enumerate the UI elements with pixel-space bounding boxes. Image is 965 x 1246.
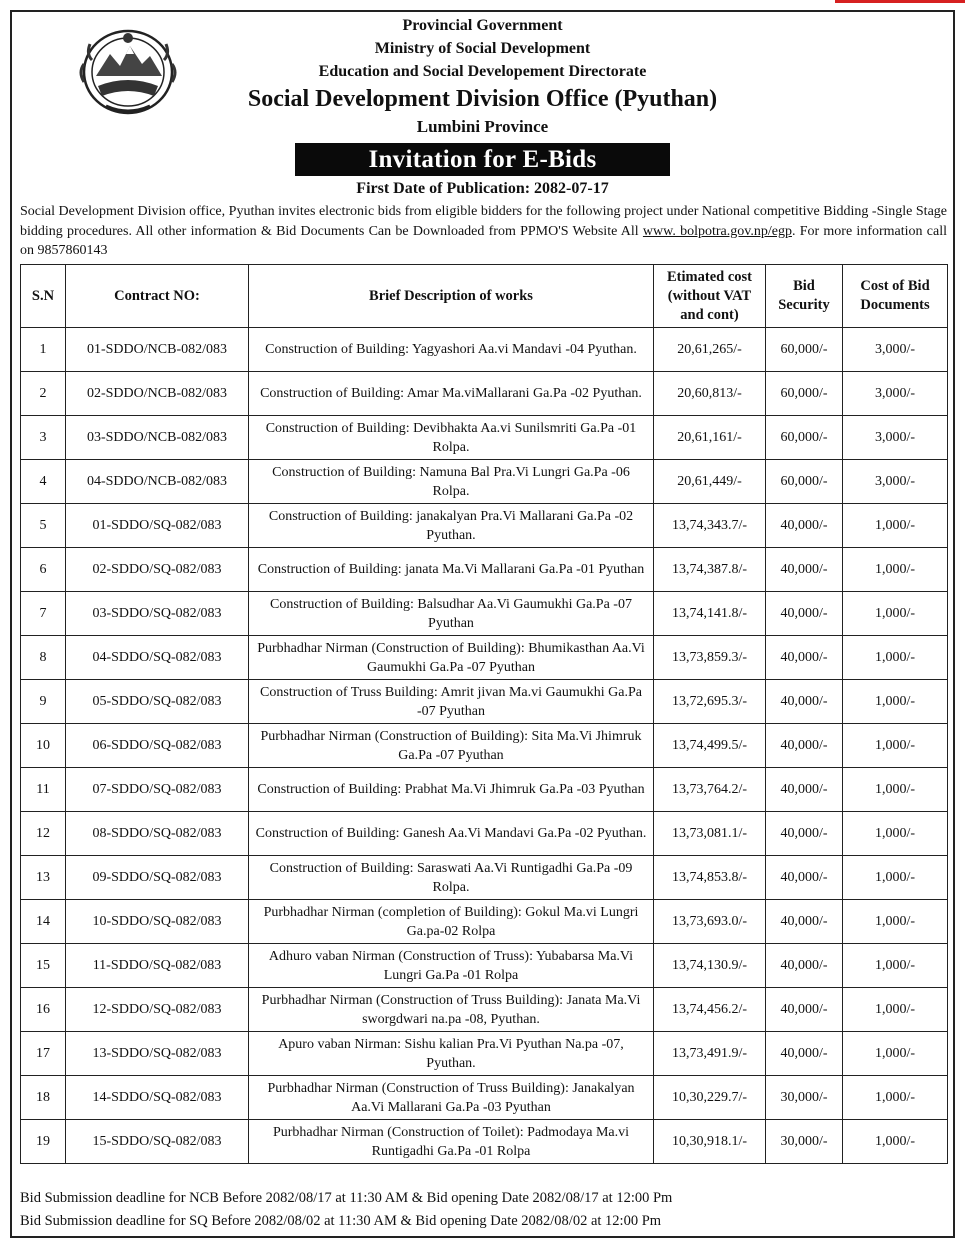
bids-table bbox=[20, 264, 948, 1164]
intro-text: Social Development Division office, Pyuthan invites electronic bids from eligible bidders for the following project under National competitive Bidding -Single Stage bidding procedures. All other information & Bid Documents Can be Downloaded from PPMO'S Website All bbox=[20, 204, 947, 239]
cell-bid-security: 40,000/- bbox=[766, 636, 843, 680]
cell-bid-doc-cost: 1,000/- bbox=[843, 768, 948, 812]
cell-estimated-cost: 13,74,499.5/- bbox=[654, 724, 766, 768]
cell-description: Construction of Building: Ganesh Aa.Vi Mandavi Ga.Pa -02 Pyuthan. bbox=[249, 812, 654, 856]
cell-estimated-cost: 13,73,491.9/- bbox=[654, 1032, 766, 1076]
cell-contract: 11-SDDO/SQ-082/083 bbox=[66, 944, 249, 988]
cell-estimated-cost: 13,74,343.7/- bbox=[654, 504, 766, 548]
cell-description: Construction of Building: Yagyashori Aa.vi Mandavi -04 Pyuthan. bbox=[249, 328, 654, 372]
cell-contract: 14-SDDO/SQ-082/083 bbox=[66, 1076, 249, 1120]
cell-sn: 16 bbox=[21, 988, 66, 1032]
header-estimated-cost: Etimated cost (without VAT and cont) bbox=[654, 265, 766, 328]
cell-estimated-cost: 13,73,081.1/- bbox=[654, 812, 766, 856]
cell-sn: 12 bbox=[21, 812, 66, 856]
cell-sn: 17 bbox=[21, 1032, 66, 1076]
header-bid-security: Bid Security bbox=[766, 265, 843, 328]
cell-bid-security: 60,000/- bbox=[766, 460, 843, 504]
table-row bbox=[21, 460, 948, 504]
cell-sn: 6 bbox=[21, 548, 66, 592]
cell-estimated-cost: 13,73,859.3/- bbox=[654, 636, 766, 680]
cell-description: Construction of Building: janata Ma.Vi Mallarani Ga.Pa -01 Pyuthan bbox=[249, 548, 654, 592]
cell-bid-doc-cost: 1,000/- bbox=[843, 636, 948, 680]
cell-contract: 12-SDDO/SQ-082/083 bbox=[66, 988, 249, 1032]
cell-description: Construction of Truss Building: Amrit jivan Ma.vi Gaumukhi Ga.Pa -07 Pyuthan bbox=[249, 680, 654, 724]
intro-paragraph bbox=[20, 202, 947, 261]
cell-estimated-cost: 20,60,813/- bbox=[654, 372, 766, 416]
cell-sn: 18 bbox=[21, 1076, 66, 1120]
cell-sn: 7 bbox=[21, 592, 66, 636]
header-contract: Contract NO: bbox=[66, 265, 249, 328]
office-name: Social Development Division Office (Pyuthan) bbox=[247, 86, 718, 112]
cell-estimated-cost: 13,74,141.8/- bbox=[654, 592, 766, 636]
table-row bbox=[21, 900, 948, 944]
cell-sn: 3 bbox=[21, 416, 66, 460]
table-row bbox=[21, 636, 948, 680]
cell-description: Construction of Building: Saraswati Aa.Vi Runtigadhi Ga.Pa -09 Rolpa. bbox=[249, 856, 654, 900]
notice-title: Invitation for E-Bids bbox=[295, 143, 670, 176]
cell-bid-doc-cost: 1,000/- bbox=[843, 812, 948, 856]
cell-bid-security: 40,000/- bbox=[766, 856, 843, 900]
cell-contract: 13-SDDO/SQ-082/083 bbox=[66, 1032, 249, 1076]
cell-bid-doc-cost: 1,000/- bbox=[843, 900, 948, 944]
publication-date: First Date of Publication: 2082-07-17 bbox=[356, 180, 609, 197]
cell-estimated-cost: 13,72,695.3/- bbox=[654, 680, 766, 724]
letterhead bbox=[0, 14, 965, 138]
cell-bid-security: 60,000/- bbox=[766, 328, 843, 372]
cell-bid-doc-cost: 1,000/- bbox=[843, 1032, 948, 1076]
cell-sn: 15 bbox=[21, 944, 66, 988]
provincial-government: Provincial Government bbox=[402, 17, 563, 34]
cell-contract: 03-SDDO/NCB-082/083 bbox=[66, 416, 249, 460]
cell-description: Purbhadhar Nirman (Construction of Truss Building): Janakalyan Aa.Vi Mallarani Ga.Pa -03 Pyuthan bbox=[249, 1076, 654, 1120]
table-row bbox=[21, 416, 948, 460]
province-name: Lumbini Province bbox=[416, 117, 549, 136]
cell-estimated-cost: 20,61,449/- bbox=[654, 460, 766, 504]
cell-estimated-cost: 20,61,265/- bbox=[654, 328, 766, 372]
corner-accent bbox=[835, 0, 965, 3]
cell-bid-security: 30,000/- bbox=[766, 1120, 843, 1164]
cell-contract: 04-SDDO/NCB-082/083 bbox=[66, 460, 249, 504]
cell-description: Purbhadhar Nirman (completion of Building): Gokul Ma.vi Lungri Ga.pa-02 Rolpa bbox=[249, 900, 654, 944]
deadlines bbox=[20, 1187, 947, 1233]
cell-estimated-cost: 13,73,764.2/- bbox=[654, 768, 766, 812]
table-row bbox=[21, 328, 948, 372]
ncb-deadline: Bid Submission deadline for NCB Before 2082/08/17 at 11:30 AM & Bid opening Date 2082/08/17 at 12:00 Pm bbox=[20, 1190, 673, 1206]
cell-estimated-cost: 10,30,918.1/- bbox=[654, 1120, 766, 1164]
ppmo-website-link[interactable]: www. bolpotra.gov.np/egp bbox=[642, 223, 792, 239]
cell-bid-doc-cost: 1,000/- bbox=[843, 1076, 948, 1120]
cell-bid-security: 40,000/- bbox=[766, 548, 843, 592]
cell-bid-doc-cost: 1,000/- bbox=[843, 944, 948, 988]
cell-bid-security: 40,000/- bbox=[766, 724, 843, 768]
cell-sn: 10 bbox=[21, 724, 66, 768]
cell-bid-doc-cost: 3,000/- bbox=[843, 460, 948, 504]
cell-bid-security: 40,000/- bbox=[766, 900, 843, 944]
sq-deadline: Bid Submission deadline for SQ Before 2082/08/02 at 11:30 AM & Bid opening Date 2082/08/02 at 12:00 Pm bbox=[20, 1213, 662, 1229]
table-row bbox=[21, 1076, 948, 1120]
cell-contract: 05-SDDO/SQ-082/083 bbox=[66, 680, 249, 724]
cell-contract: 02-SDDO/SQ-082/083 bbox=[66, 548, 249, 592]
cell-bid-doc-cost: 1,000/- bbox=[843, 504, 948, 548]
cell-bid-doc-cost: 1,000/- bbox=[843, 592, 948, 636]
cell-sn: 8 bbox=[21, 636, 66, 680]
cell-bid-security: 60,000/- bbox=[766, 416, 843, 460]
cell-bid-doc-cost: 3,000/- bbox=[843, 328, 948, 372]
cell-bid-security: 40,000/- bbox=[766, 944, 843, 988]
cell-description: Construction of Building: Devibhakta Aa.vi Sunilsmriti Ga.Pa -01 Rolpa. bbox=[249, 416, 654, 460]
cell-description: Construction of Building: Balsudhar Aa.Vi Gaumukhi Ga.Pa -07 Pyuthan bbox=[249, 592, 654, 636]
table-row bbox=[21, 1120, 948, 1164]
cell-contract: 09-SDDO/SQ-082/083 bbox=[66, 856, 249, 900]
cell-description: Purbhadhar Nirman (Construction of Building): Sita Ma.Vi Jhimruk Ga.Pa -07 Pyuthan bbox=[249, 724, 654, 768]
cell-bid-security: 40,000/- bbox=[766, 680, 843, 724]
cell-estimated-cost: 13,74,456.2/- bbox=[654, 988, 766, 1032]
intro-contact: . For more information call on 9857860143 bbox=[20, 223, 947, 258]
cell-estimated-cost: 13,74,387.8/- bbox=[654, 548, 766, 592]
cell-bid-doc-cost: 1,000/- bbox=[843, 548, 948, 592]
cell-sn: 14 bbox=[21, 900, 66, 944]
cell-sn: 9 bbox=[21, 680, 66, 724]
directorate-name: Education and Social Developement Directorate bbox=[318, 63, 647, 80]
cell-description: Construction of Building: Prabhat Ma.Vi Jhimruk Ga.Pa -03 Pyuthan bbox=[249, 768, 654, 812]
cell-bid-doc-cost: 1,000/- bbox=[843, 856, 948, 900]
cell-contract: 04-SDDO/SQ-082/083 bbox=[66, 636, 249, 680]
cell-contract: 07-SDDO/SQ-082/083 bbox=[66, 768, 249, 812]
cell-description: Purbhadhar Nirman (Construction of Building): Bhumikasthan Aa.Vi Gaumukhi Ga.Pa -07 Pyuthan bbox=[249, 636, 654, 680]
cell-contract: 08-SDDO/SQ-082/083 bbox=[66, 812, 249, 856]
table-row bbox=[21, 548, 948, 592]
cell-bid-security: 40,000/- bbox=[766, 768, 843, 812]
cell-estimated-cost: 13,73,693.0/- bbox=[654, 900, 766, 944]
cell-description: Apuro vaban Nirman: Sishu kalian Pra.Vi Pyuthan Na.pa -07, Pyuthan. bbox=[249, 1032, 654, 1076]
cell-bid-security: 40,000/- bbox=[766, 592, 843, 636]
table-row bbox=[21, 504, 948, 548]
cell-description: Purbhadhar Nirman (Construction of Toilet): Padmodaya Ma.vi Runtigadhi Ga.Pa -01 Rolpa bbox=[249, 1120, 654, 1164]
cell-sn: 2 bbox=[21, 372, 66, 416]
cell-description: Construction of Building: Namuna Bal Pra.Vi Lungri Ga.Pa -06 Rolpa. bbox=[249, 460, 654, 504]
cell-bid-security: 60,000/- bbox=[766, 372, 843, 416]
cell-bid-security: 30,000/- bbox=[766, 1076, 843, 1120]
cell-description: Purbhadhar Nirman (Construction of Truss Building): Janata Ma.Vi sworgdwari na.pa -08, Pyuthan. bbox=[249, 988, 654, 1032]
header-sn: S.N bbox=[21, 265, 66, 328]
table-row bbox=[21, 856, 948, 900]
cell-description: Construction of Building: janakalyan Pra.Vi Mallarani Ga.Pa -02 Pyuthan. bbox=[249, 504, 654, 548]
cell-description: Construction of Building: Amar Ma.viMallarani Ga.Pa -02 Pyuthan. bbox=[249, 372, 654, 416]
cell-bid-security: 40,000/- bbox=[766, 812, 843, 856]
table-row bbox=[21, 1032, 948, 1076]
table-row bbox=[21, 944, 948, 988]
cell-sn: 13 bbox=[21, 856, 66, 900]
cell-bid-security: 40,000/- bbox=[766, 988, 843, 1032]
cell-sn: 1 bbox=[21, 328, 66, 372]
table-row bbox=[21, 812, 948, 856]
cell-bid-doc-cost: 1,000/- bbox=[843, 724, 948, 768]
cell-estimated-cost: 20,61,161/- bbox=[654, 416, 766, 460]
cell-estimated-cost: 13,74,130.9/- bbox=[654, 944, 766, 988]
table-header-row bbox=[21, 265, 948, 328]
cell-bid-security: 40,000/- bbox=[766, 1032, 843, 1076]
table-row bbox=[21, 724, 948, 768]
cell-sn: 5 bbox=[21, 504, 66, 548]
cell-contract: 02-SDDO/NCB-082/083 bbox=[66, 372, 249, 416]
cell-contract: 03-SDDO/SQ-082/083 bbox=[66, 592, 249, 636]
cell-bid-doc-cost: 1,000/- bbox=[843, 1120, 948, 1164]
cell-sn: 19 bbox=[21, 1120, 66, 1164]
table-row bbox=[21, 372, 948, 416]
table-row bbox=[21, 592, 948, 636]
cell-estimated-cost: 13,74,853.8/- bbox=[654, 856, 766, 900]
cell-contract: 01-SDDO/NCB-082/083 bbox=[66, 328, 249, 372]
cell-contract: 01-SDDO/SQ-082/083 bbox=[66, 504, 249, 548]
table-row bbox=[21, 680, 948, 724]
table-row bbox=[21, 768, 948, 812]
cell-contract: 15-SDDO/SQ-082/083 bbox=[66, 1120, 249, 1164]
cell-estimated-cost: 10,30,229.7/- bbox=[654, 1076, 766, 1120]
cell-contract: 06-SDDO/SQ-082/083 bbox=[66, 724, 249, 768]
table-row bbox=[21, 988, 948, 1032]
cell-bid-doc-cost: 1,000/- bbox=[843, 988, 948, 1032]
header-description: Brief Description of works bbox=[249, 265, 654, 328]
cell-bid-security: 40,000/- bbox=[766, 504, 843, 548]
cell-bid-doc-cost: 3,000/- bbox=[843, 416, 948, 460]
ministry-name: Ministry of Social Development bbox=[374, 40, 591, 57]
cell-sn: 11 bbox=[21, 768, 66, 812]
header-bid-doc-cost: Cost of Bid Documents bbox=[843, 265, 948, 328]
cell-description: Adhuro vaban Nirman (Construction of Truss): Yubabarsa Ma.Vi Lungri Ga.Pa -01 Rolpa bbox=[249, 944, 654, 988]
cell-bid-doc-cost: 1,000/- bbox=[843, 680, 948, 724]
cell-contract: 10-SDDO/SQ-082/083 bbox=[66, 900, 249, 944]
cell-bid-doc-cost: 3,000/- bbox=[843, 372, 948, 416]
cell-sn: 4 bbox=[21, 460, 66, 504]
